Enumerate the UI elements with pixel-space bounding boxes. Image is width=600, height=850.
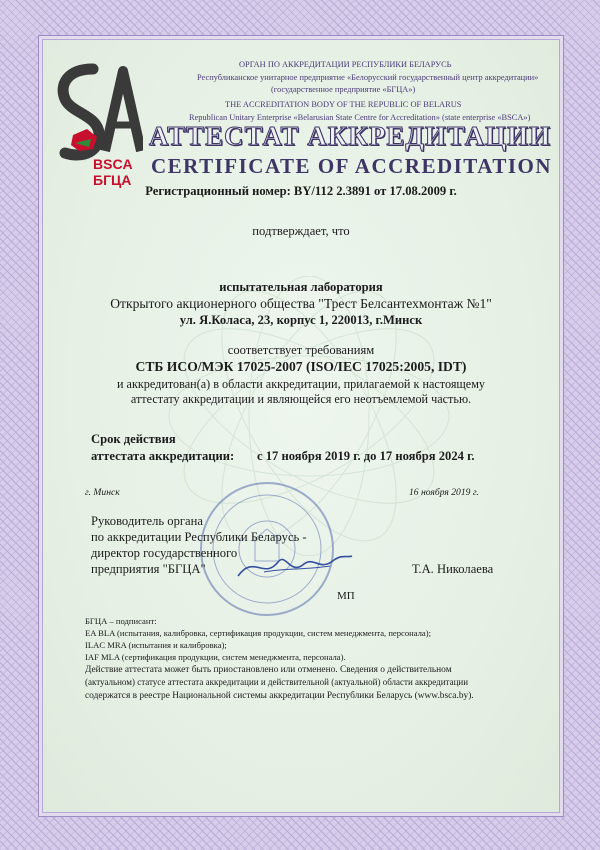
compliance-line2: и аккредитован(а) в области аккредитации, прилагаемой к настоящему bbox=[116, 377, 486, 391]
signatory-line2: по аккредитации Республики Беларусь - bbox=[91, 530, 307, 544]
header-line1: ОРГАН ПО АККРЕДИТАЦИИ РЕСПУБЛИКИ БЕЛАРУСЬ bbox=[239, 60, 452, 69]
footer-line6: (актуальном) статусе аттестата аккредитации и действительной (актуальной) области аккредитации bbox=[85, 677, 469, 687]
compliance-line1: соответствует требованиям bbox=[227, 343, 375, 357]
signatory-name: Т.А. Николаева bbox=[412, 562, 494, 576]
footer-line3: ILAC MRA (испытания и калибровка); bbox=[85, 640, 227, 650]
footer-line4: IAF MLA (сертификация продукции, систем менеджмента, персонала). bbox=[85, 652, 346, 662]
signatory-line3: директор государственного bbox=[91, 546, 238, 560]
signatory-line4: предприятия "БГЦА" bbox=[91, 562, 206, 576]
compliance-standard: СТБ ИСО/МЭК 17025-2007 (ISO/IEC 17025:2005, IDT) bbox=[135, 359, 467, 374]
issue-date: 16 ноября 2019 г. bbox=[409, 487, 479, 498]
place: г. Минск bbox=[85, 487, 120, 498]
logo-text-en: BSCA bbox=[93, 156, 133, 172]
footer-line5: Действие аттестата может быть приостановлено или отменено. Сведения о действительном bbox=[85, 665, 452, 675]
signature-icon bbox=[234, 546, 354, 586]
header-line4: THE ACCREDITATION BODY OF THE REPUBLIC OF BELARUS bbox=[225, 100, 462, 109]
validity-period: с 17 ноября 2019 г. до 17 ноября 2024 г. bbox=[257, 449, 475, 463]
footer-line1: БГЦА – подписант: bbox=[85, 616, 157, 626]
title-en: CERTIFICATE OF ACCREDITATION bbox=[151, 154, 553, 178]
compliance-line3: аттестату аккредитации и являющейся его неотъемлемой частью. bbox=[130, 392, 472, 406]
header-line5: Republican Unitary Enterprise «Belarusian State Centre for Accreditation» (state enterprise «BSCA») bbox=[189, 113, 531, 122]
bsca-logo bbox=[53, 63, 143, 189]
footer-line2: EA BLA (испытания, калибровка, сертификация продукции, систем менеджмента, персонала); bbox=[85, 628, 431, 638]
header-line2: Республиканское унитарное предприятие «Белорусский государственный центр аккредитации» bbox=[197, 73, 539, 82]
validity-label1: Срок действия bbox=[91, 432, 176, 446]
header-line3: (государственное предприятие «БГЦА») bbox=[271, 85, 416, 94]
footer-line7: содержатся в реестре Национальной системы аккредитации Республики Беларусь (www.bsca.by). bbox=[85, 691, 474, 701]
title-ru: АТТЕСТАТ АККРЕДИТАЦИИ bbox=[149, 121, 552, 151]
certificate-inner-panel bbox=[38, 35, 564, 817]
lab-address: ул. Я.Коласа, 23, корпус 1, 220013, г.Минск bbox=[179, 313, 423, 327]
lab-type: испытательная лаборатория bbox=[219, 280, 383, 294]
validity-label2: аттестата аккредитации: bbox=[91, 449, 235, 463]
confirms-text: подтверждает, что bbox=[252, 224, 350, 238]
logo-text-ru: БГЦА bbox=[93, 172, 132, 188]
seal-mark: МП bbox=[337, 590, 355, 602]
registration-number: Регистрационный номер: BY/112 2.3891 от 17.08.2009 г. bbox=[145, 184, 457, 198]
signatory-line1: Руководитель органа bbox=[91, 514, 203, 528]
lab-organization: Открытого акционерного общества "Трест Белсантехмонтаж №1" bbox=[110, 296, 492, 311]
